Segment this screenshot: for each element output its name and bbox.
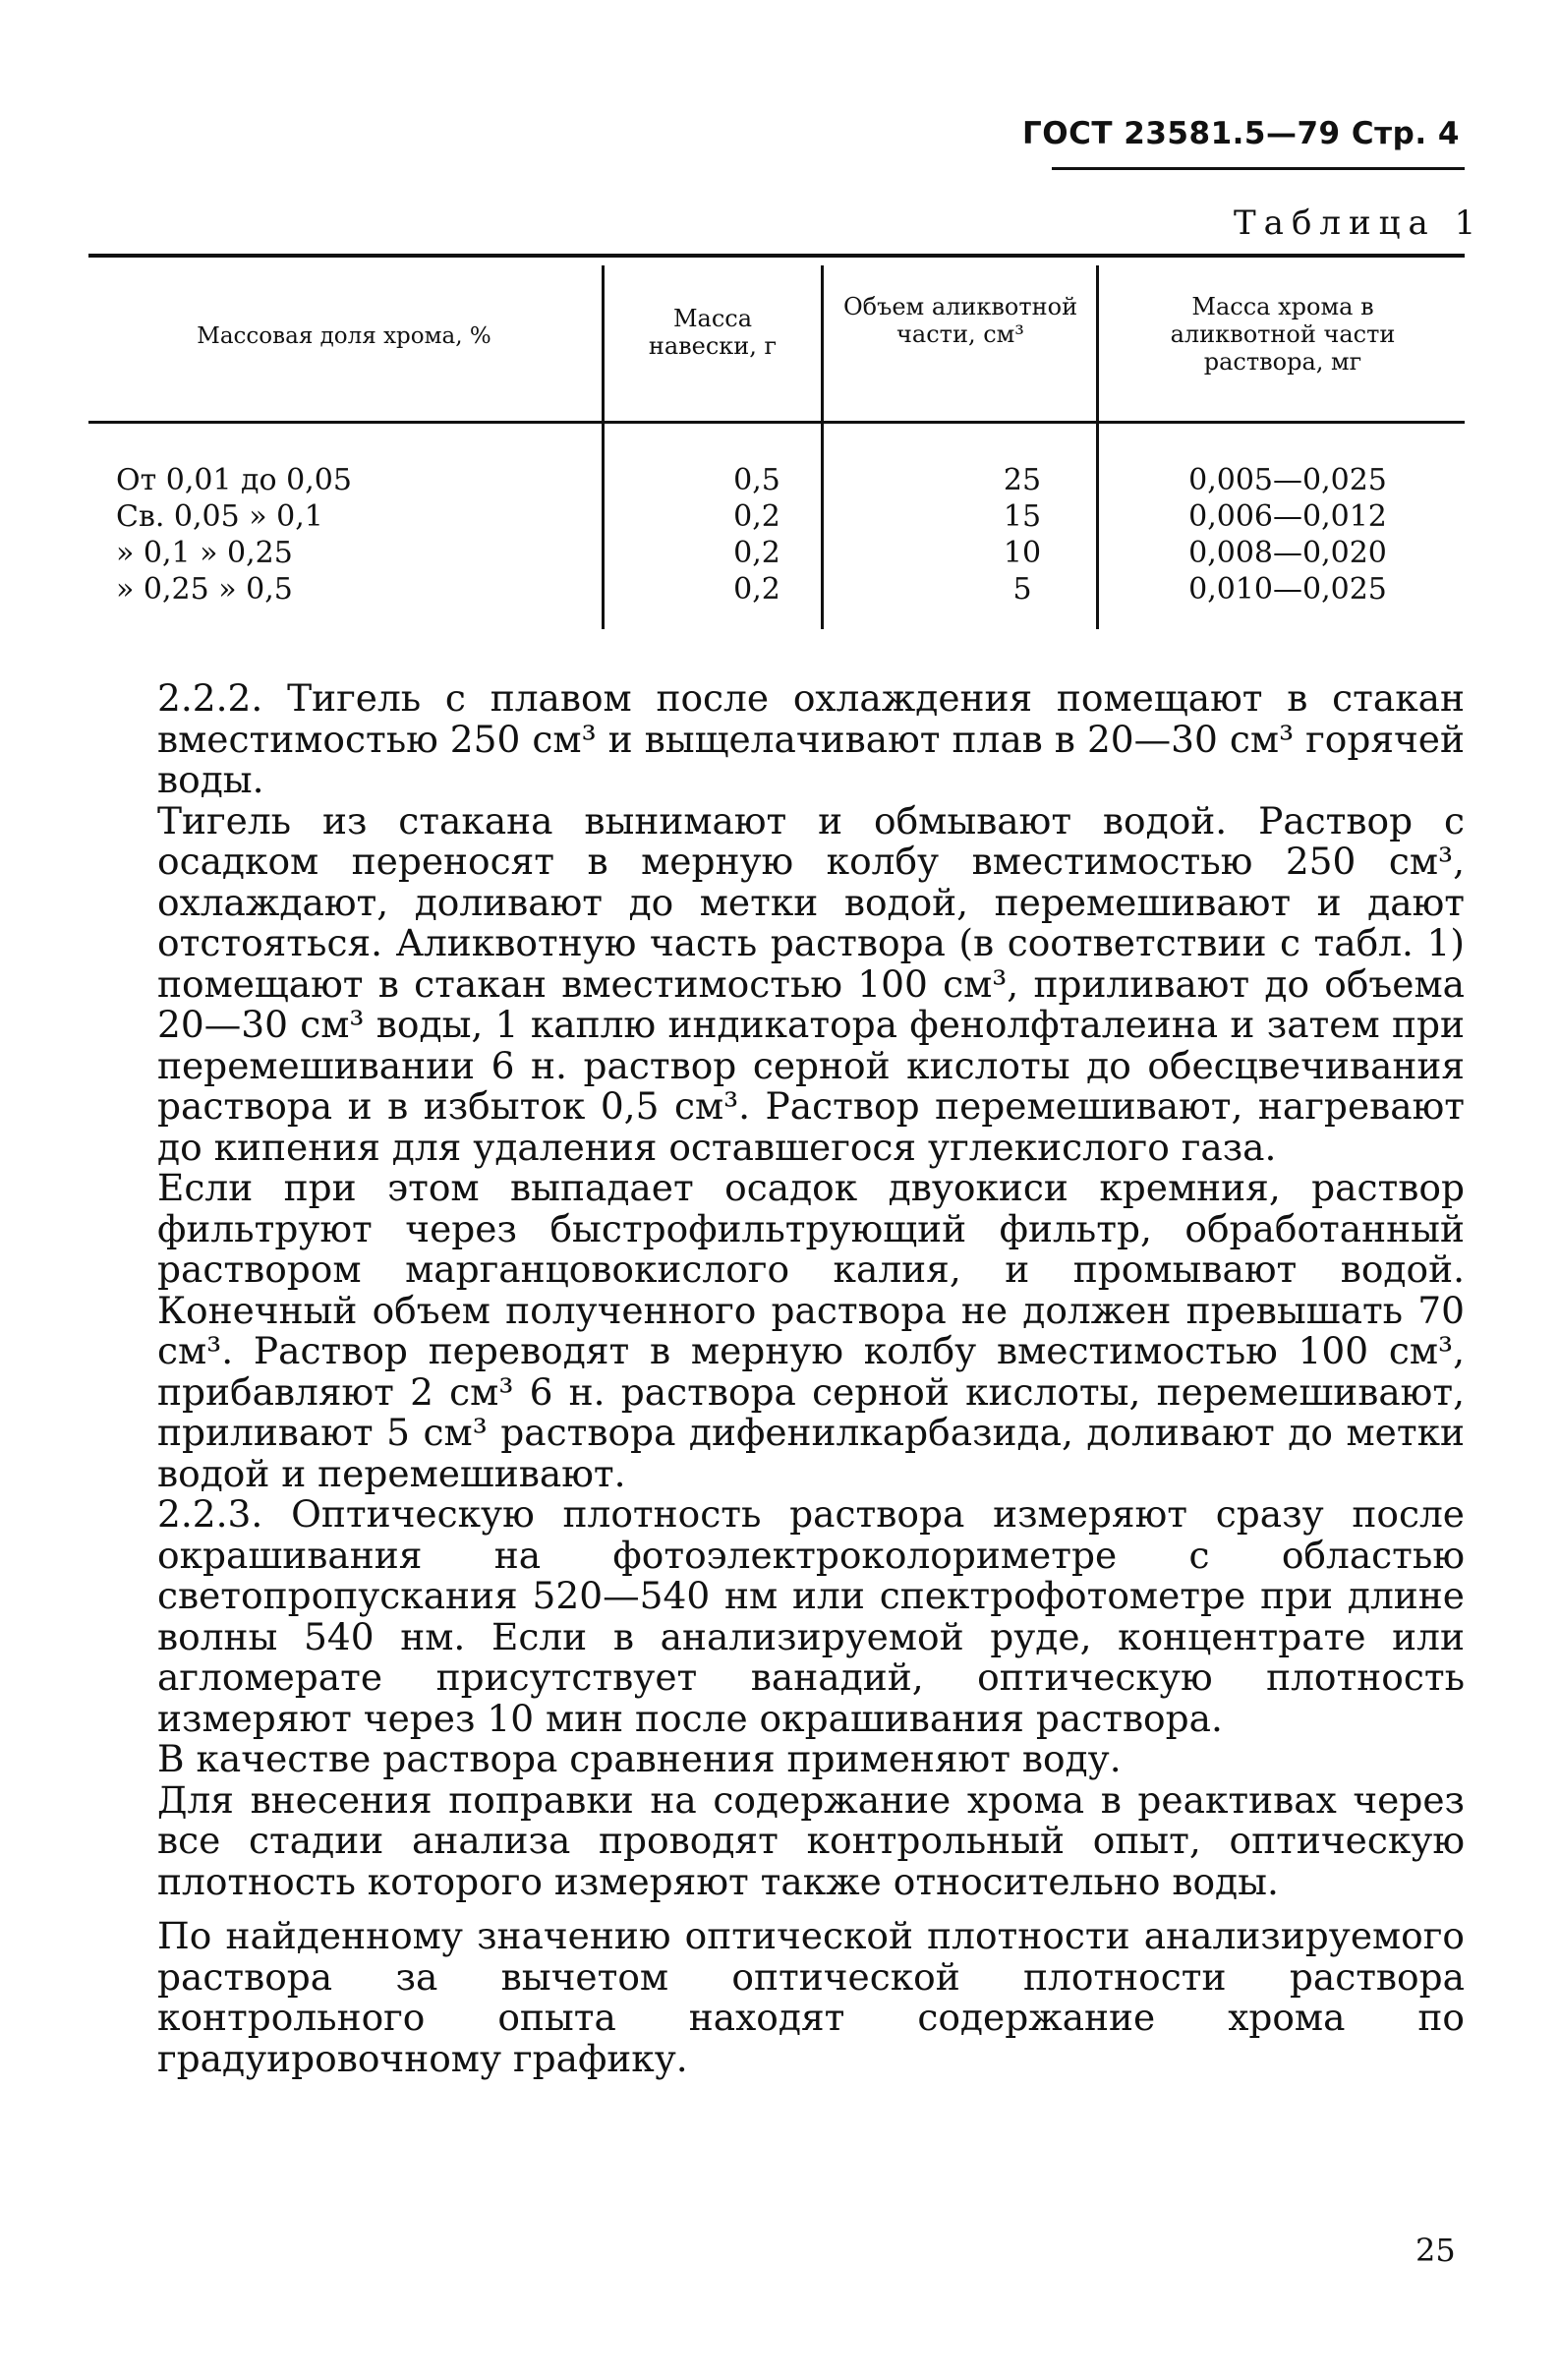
column-volume	[944, 462, 1101, 608]
table-cell: 0,2	[733, 572, 780, 607]
column-divider	[602, 265, 605, 629]
table-cell: 0,010—0,025	[1188, 572, 1387, 607]
table-cell: » 0,1 » 0,25	[116, 536, 293, 570]
table-cell: Св. 0,05 » 0,1	[116, 499, 323, 534]
data-table	[88, 254, 1465, 637]
column-header-volume: Объем аликвотной части, см³	[842, 293, 1078, 348]
table-cell: 15	[1003, 499, 1042, 534]
column-mass	[678, 462, 836, 608]
table-cell: 5	[1012, 572, 1032, 607]
table-cell: 0,2	[733, 536, 780, 570]
table-cell: 0,005—0,025	[1188, 463, 1387, 497]
table-caption: Таблица 1	[1234, 203, 1484, 243]
paragraph: Тигель из стакана вынимают и обмывают водой. Раствор с осадком переносят в мерную колбу вместимостью 250 см³, охлаждают, доливают до метки водой, перемешивают и дают отстояться. Аликвотную часть раствора (в соответствии с табл. 1) помещают в стакан вместимостью 100 см³, приливают до объема 20—30 см³ воды, 1 каплю индикатора фенолфталеина и затем при перемешивании 6 н. раствор серной кислоты до обесцвечивания раствора и в избыток 0,5 см³. Раствор перемешивают, нагревают до кипения для удаления оставшегося углекислого газа.	[157, 798, 1465, 1169]
table-cell: 0,006—0,012	[1188, 499, 1387, 534]
paragraph: Для внесения поправки на содержание хрома в реактивах через все стадии анализа проводят контрольный опыт, оптическую плотность которого измеряют также относительно воды.	[157, 1777, 1465, 1903]
table-top-rule	[88, 254, 1465, 258]
page-header: ГОСТ 23581.5—79 Стр. 4	[1022, 116, 1460, 151]
table-cell: » 0,25 » 0,5	[116, 572, 293, 607]
table-cell: 0,5	[733, 463, 780, 497]
table-cell: 25	[1003, 463, 1042, 497]
table-cell: 0,008—0,020	[1188, 536, 1387, 570]
paragraph: По найденному значению оптической плотности анализируемого раствора за вычетом оптической плотности раствора контрольного опыта находят содержание хрома по градуировочному графику.	[157, 1914, 1465, 2080]
paragraph: В качестве раствора сравнения применяют воду.	[157, 1737, 1122, 1780]
header-rule	[1052, 167, 1465, 170]
column-chrome	[1160, 462, 1415, 608]
table-cell: 0,2	[733, 499, 780, 534]
table-header-rule	[88, 421, 1465, 424]
column-header-chrome: Масса хрома в аликвотной части раствора, мг	[1170, 293, 1396, 376]
paragraph-2-2-2: 2.2.2. Тигель с плавом после охлаждения помещают в стакан вместимостью 250 см³ и выщелачивают плав в 20—30 см³ горячей воды.	[157, 676, 1465, 801]
body-text	[157, 678, 1465, 2079]
column-header-mass: Масса навески, г	[648, 305, 778, 360]
column-fraction	[116, 462, 352, 608]
paragraph-2-2-3: 2.2.3. Оптическую плотность раствора измеряют сразу после окрашивания на фотоэлектроколориметре с областью светопропускания 520—540 нм или спектрофотометре при длине волны 540 нм. Если в анализируемой руде, концентрате или агломерате присутствует ванадий, оптическую плотность измеряют через 10 мин после окрашивания раствора.	[157, 1492, 1465, 1740]
page-number: 25	[1415, 2232, 1456, 2269]
column-header-fraction: Массовая доля хрома, %	[197, 323, 491, 349]
table-cell: 10	[1003, 536, 1042, 570]
paragraph: Если при этом выпадает осадок двуокиси кремния, раствор фильтруют через быстрофильтрующий фильтр, обработанный раствором марганцовокислого калия, и промывают водой. Конечный объем полученного раствора не должен превышать 70 см³. Раствор переводят в мерную колбу вместимостью 100 см³, прибавляют 2 см³ 6 н. раствора серной кислоты, перемешивают, приливают 5 см³ раствора дифенилкарбазида, доливают до метки водой и перемешивают.	[157, 1166, 1465, 1495]
table-cell: От 0,01 до 0,05	[116, 463, 352, 497]
